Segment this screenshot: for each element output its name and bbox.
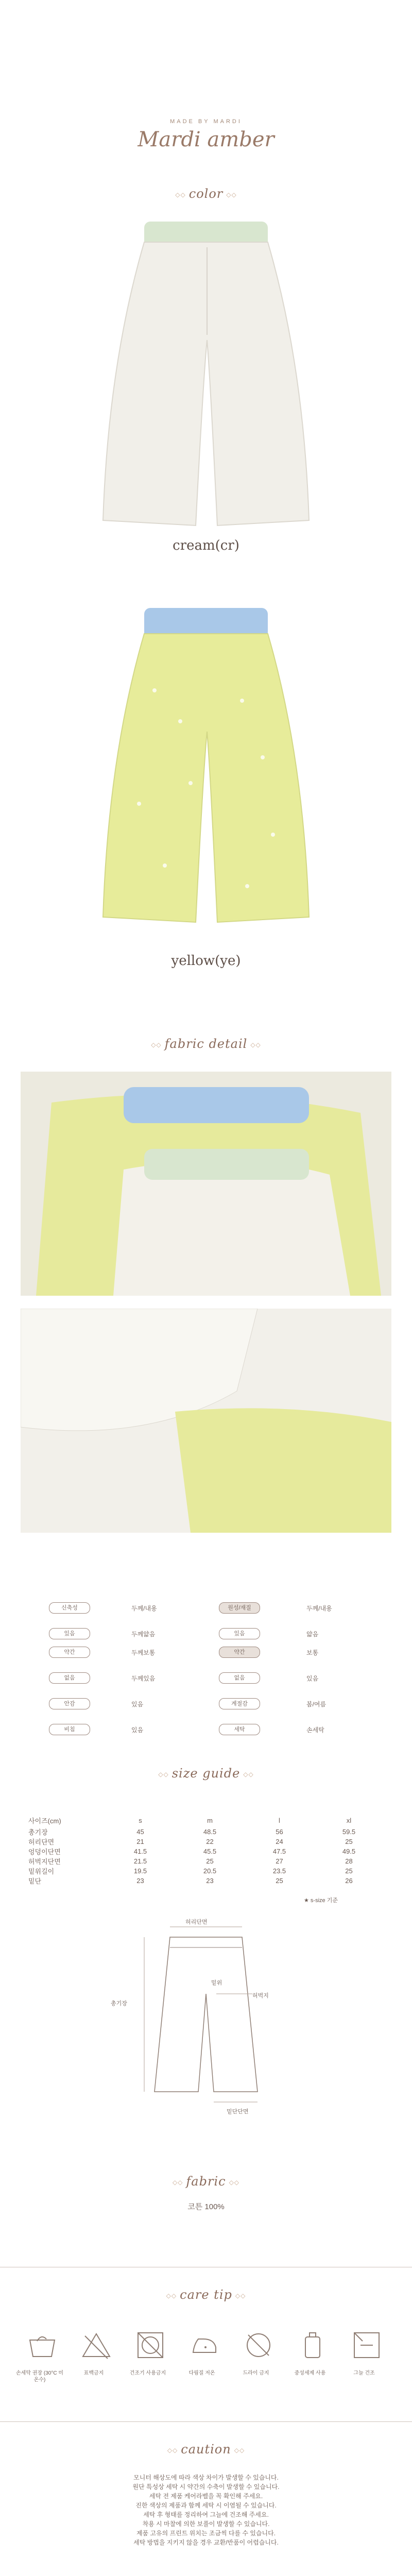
- fabric-title: ◇◇ fabric ◇◇: [172, 2174, 240, 2189]
- table-header-cell: m: [207, 1816, 213, 1824]
- table-row: 총기장 45 48.5 56 59.5: [28, 1828, 356, 1836]
- option-right-value: 있음: [306, 1675, 319, 1682]
- care-label: 건조기 사용금지: [129, 2370, 166, 2376]
- color-label-yellow: yellow(ye): [171, 953, 241, 969]
- care-label: 그늘 건조: [353, 2370, 375, 2376]
- fabric-composition: 코튼 100%: [187, 2202, 225, 2211]
- option-right-label: 세탁: [219, 1724, 260, 1735]
- hand-wash-icon: [26, 2329, 59, 2362]
- option-left-label: 신축성: [49, 1602, 90, 1614]
- caution-line: 착용 시 마찰에 의한 보풀이 발생할 수 있습니다.: [142, 2520, 270, 2528]
- option-right-value: 손세탁: [306, 1726, 324, 1734]
- option-right-label: 원성/재질: [219, 1602, 260, 1614]
- cream-pants-image: [77, 211, 335, 536]
- caution-line: 세탁 방법을 지키지 않을 경우 교환/반품이 어렵습니다.: [133, 2539, 279, 2546]
- option-left-value: 두께얇음: [131, 1631, 156, 1638]
- fabric-detail-photo-1: [21, 1072, 391, 1296]
- option-left-value: 두께보통: [131, 1649, 156, 1656]
- option-left-label: 안감: [49, 1698, 90, 1709]
- diagram-label-thigh: 허벅지: [252, 1993, 269, 1999]
- care-label: 손세탁 권장 (30°C 미온수): [16, 2370, 63, 2383]
- neutral-detergent-icon: [296, 2329, 329, 2362]
- option-right-label: 약간: [219, 1647, 260, 1658]
- shade-dry-icon: [350, 2329, 383, 2362]
- fabric-detail-title: ◇◇ fabric detail ◇◇: [151, 1037, 261, 1051]
- caution-line: 진한 색상의 제품과 함께 세탁 시 이염될 수 있습니다.: [135, 2502, 277, 2509]
- table-row: 허벅지단면 21.5 25 27 28: [28, 1857, 353, 1866]
- caution-line: 원단 특성상 세탁 시 약간의 수축이 발생할 수 있습니다.: [132, 2483, 280, 2490]
- option-left-value: 있음: [131, 1701, 144, 1708]
- size-guide-title: ◇◇ size guide ◇◇: [158, 1766, 254, 1781]
- option-right-label: 없음: [219, 1672, 260, 1684]
- option-left-label: 비침: [49, 1724, 90, 1735]
- no-tumble-dry-icon: [134, 2329, 167, 2362]
- care-label: 표백금지: [83, 2370, 104, 2376]
- care-icons-row: [21, 2329, 391, 2391]
- option-left-value: 두께/내용: [131, 1605, 157, 1612]
- option-right-label: 있음: [219, 1628, 260, 1639]
- option-left-value: 두께있음: [131, 1675, 156, 1682]
- diagram-label-length: 총기장: [111, 2001, 127, 2007]
- table-header-cell: s: [139, 1816, 142, 1824]
- caution-text: [0, 2473, 412, 2547]
- caution-line: 제품 고유의 프린트 위치는 조금씩 다를 수 있습니다.: [136, 2530, 276, 2537]
- table-row: 밑단 23 23 25 26: [28, 1877, 353, 1885]
- caution-line: 세탁 후 형태를 정리하여 그늘에 건조해 주세요.: [143, 2511, 269, 2518]
- caution-title: ◇◇ caution ◇◇: [167, 2442, 245, 2456]
- option-right-value: 봄/여름: [306, 1701, 327, 1708]
- caution-line: 세탁 전 제품 케어라벨을 꼭 확인해 주세요.: [149, 2493, 263, 2500]
- table-header-cell: xl: [346, 1816, 352, 1824]
- option-right-value: 두께/내용: [306, 1605, 332, 1612]
- no-dry-clean-icon: [242, 2329, 275, 2362]
- no-bleach-icon: [80, 2329, 113, 2362]
- option-left-label: 없음: [49, 1672, 90, 1684]
- size-table: [28, 1814, 384, 1886]
- table-header-cell: 사이즈(cm): [28, 1817, 61, 1825]
- size-diagram: [113, 1917, 299, 2112]
- divider: [0, 2421, 412, 2422]
- diagram-label-rise: 밑위: [211, 1980, 222, 1986]
- option-right-value: 얇음: [306, 1631, 319, 1638]
- diagram-label-waist: 허리단면: [185, 1919, 208, 1925]
- yellow-pants-image: [77, 587, 335, 933]
- table-row: 밑위길이 19.5 20.5 23.5 25: [28, 1867, 353, 1875]
- option-left-value: 있음: [131, 1726, 144, 1734]
- table-row: 허리단면 21 22 24 25: [28, 1838, 353, 1846]
- care-tip-title: ◇◇ care tip ◇◇: [166, 2287, 246, 2302]
- caution-line: 모니터 해상도에 따라 색상 차이가 발생할 수 있습니다.: [133, 2474, 279, 2481]
- size-table-header: [28, 1814, 384, 1827]
- option-right-value: 보통: [306, 1649, 319, 1656]
- color-label-cream: cream(cr): [173, 538, 239, 553]
- diagram-label-hem: 밑단단면: [227, 2109, 249, 2115]
- brand-logo: Mardi amber: [138, 128, 274, 151]
- color-title: ◇◇ color ◇◇: [175, 187, 237, 201]
- fabric-detail-photo-2: [21, 1309, 391, 1533]
- iron-low-icon: [188, 2329, 221, 2362]
- option-left-label: 있음: [49, 1628, 90, 1639]
- brand-sub: MADE BY MARDI: [170, 118, 242, 125]
- table-row: 엉덩이단면 41.5 45.5 47.5 49.5: [28, 1848, 356, 1856]
- option-left-label: 약간: [49, 1647, 90, 1658]
- option-right-label: 계절감: [219, 1698, 260, 1709]
- care-label: 다림질 저온: [188, 2370, 215, 2376]
- size-table-note: ★ s-size 기준: [304, 1897, 338, 1904]
- care-label: 드라이 금지: [243, 2370, 269, 2376]
- table-header-cell: l: [279, 1816, 280, 1824]
- options-table: [49, 1602, 363, 1621]
- care-label: 중성세제 사용: [294, 2370, 326, 2376]
